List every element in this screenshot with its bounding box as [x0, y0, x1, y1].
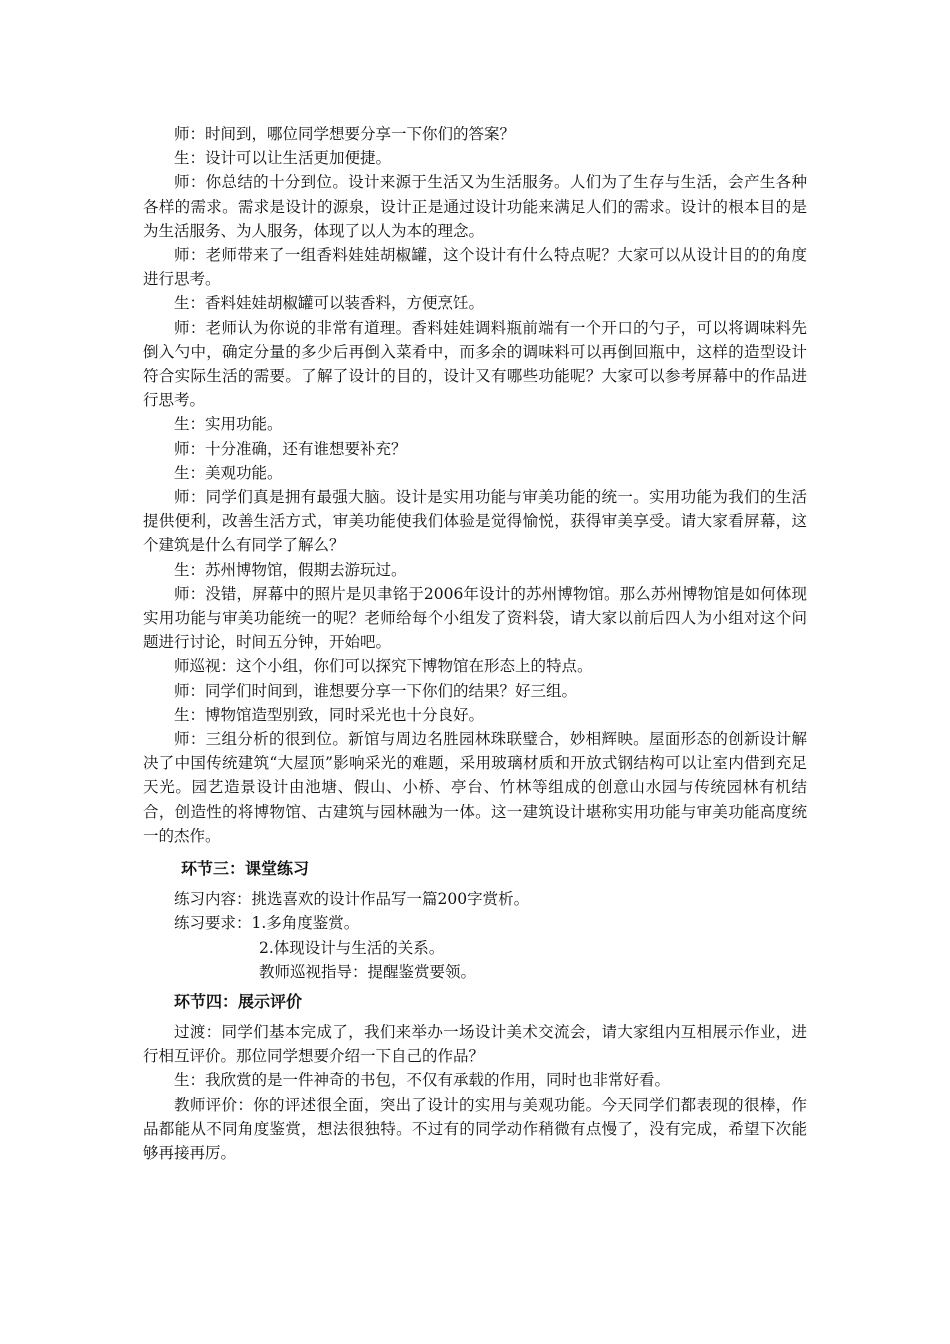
dialogue-paragraph: 师：老师带来了一组香料娃娃胡椒罐，这个设计有什么特点呢？大家可以从设计目的的角度进行思考。 — [143, 246, 807, 289]
teacher-guidance: 教师巡视指导：提醒鉴赏要领。 — [259, 962, 477, 981]
evaluation-paragraph: 过渡：同学们基本完成了，我们来举办一场设计美术交流会，请大家组内互相展示作业，进行相互评价。那位同学想要介绍一下自己的作品？ — [143, 1022, 807, 1066]
dialogue-paragraph: 师：同学们时间到，谁想要分享一下你们的结果？好三组。 — [174, 681, 578, 700]
document-body — [143, 122, 807, 1165]
dialogue-paragraph: 生：博物馆造型别致，同时采光也十分良好。 — [174, 705, 485, 724]
dialogue-paragraph: 师：同学们真是拥有最强大脑。设计是实用功能与审美功能的统一。实用功能为我们的生活提供便利，改善生活方式，审美功能使我们体验是觉得愉悦，获得审美享受。请大家看屏幕，这个建筑是什么有同学了解么？ — [143, 488, 807, 555]
dialogue-paragraph: 师：三组分析的很到位。新馆与周边名胜园林珠联璧合，妙相辉映。屋面形态的创新设计解决了中国传统建筑“大屋顶”影响采光的难题，采用玻璃材质和开放式钢结构可以让室内借到充足天光。园艺造景设计由池塘、假山、小桥、亭台、竹林等组成的创意山水园与传统园林有机结合，创造性的将博物馆、古建筑与园林融为一体。这一建筑设计堪称实用功能与审美功能高度统一的杰作。 — [143, 730, 807, 845]
dialogue-paragraph: 师：你总结的十分到位。设计来源于生活又为生活服务。人们为了生存与生活，会产生各种各样的需求。需求是设计的源泉，设计正是通过设计功能来满足人们的需求。设计的根本目的是为生活服务、为人服务，体现了以人为本的理念。 — [143, 173, 807, 240]
practice-content: 练习内容：挑选喜欢的设计作品写一篇200字赏析。 — [174, 890, 530, 909]
dialogue-paragraph: 师：十分准确，还有谁想要补充？ — [174, 439, 407, 458]
practice-requirement-item: 2.体现设计与生活的关系。 — [259, 938, 445, 957]
section-heading-evaluation: 环节四：展示评价 — [174, 991, 303, 1011]
dialogue-paragraph: 生：设计可以让生活更加便捷。 — [174, 149, 392, 168]
practice-requirement: 练习要求：1.多角度鉴赏。 — [174, 914, 360, 933]
dialogue-paragraph: 生：美观功能。 — [174, 463, 283, 482]
dialogue-paragraph: 生：苏州博物馆，假期去游玩过。 — [174, 560, 407, 579]
dialogue-paragraph: 师巡视：这个小组，你们可以探究下博物馆在形态上的特点。 — [174, 657, 593, 676]
evaluation-paragraph: 生：我欣赏的是一件神奇的书包，不仅有承载的作用，同时也非常好看。 — [174, 1071, 671, 1090]
section-heading-practice: 环节三：课堂练习 — [181, 859, 310, 879]
evaluation-paragraph: 教师评价：你的评述很全面，突出了设计的实用与美观功能。今天同学们都表现的很棒，作品都能从不同角度鉴赏，想法很独特。不过有的同学动作稍微有点慢了，没有完成，希望下次能够再接再厉。 — [143, 1095, 807, 1162]
dialogue-paragraph: 生：香料娃娃胡椒罐可以装香料，方便烹饪。 — [174, 294, 485, 313]
dialogue-paragraph: 生：实用功能。 — [174, 415, 283, 434]
dialogue-paragraph: 师：时间到，哪位同学想要分享一下你们的答案？ — [174, 125, 516, 143]
dialogue-paragraph: 师：老师认为你说的非常有道理。香料娃娃调料瓶前端有一个开口的勺子，可以将调味料先倒入勺中，确定分量的多少后再倒入菜肴中，而多余的调味料可以再倒回瓶中，这样的造型设计符合实际生活的需要。了解了设计的目的，设计又有哪些功能呢？大家可以参考屏幕中的作品进行思考。 — [143, 318, 807, 410]
dialogue-paragraph: 师：没错，屏幕中的照片是贝聿铭于2006年设计的苏州博物馆。那么苏州博物馆是如何体现实用功能与审美功能统一的呢？老师给每个小组发了资料袋，请大家以前后四人为小组对这个问题进行讨论，时间五分钟，开始吧。 — [143, 584, 807, 652]
